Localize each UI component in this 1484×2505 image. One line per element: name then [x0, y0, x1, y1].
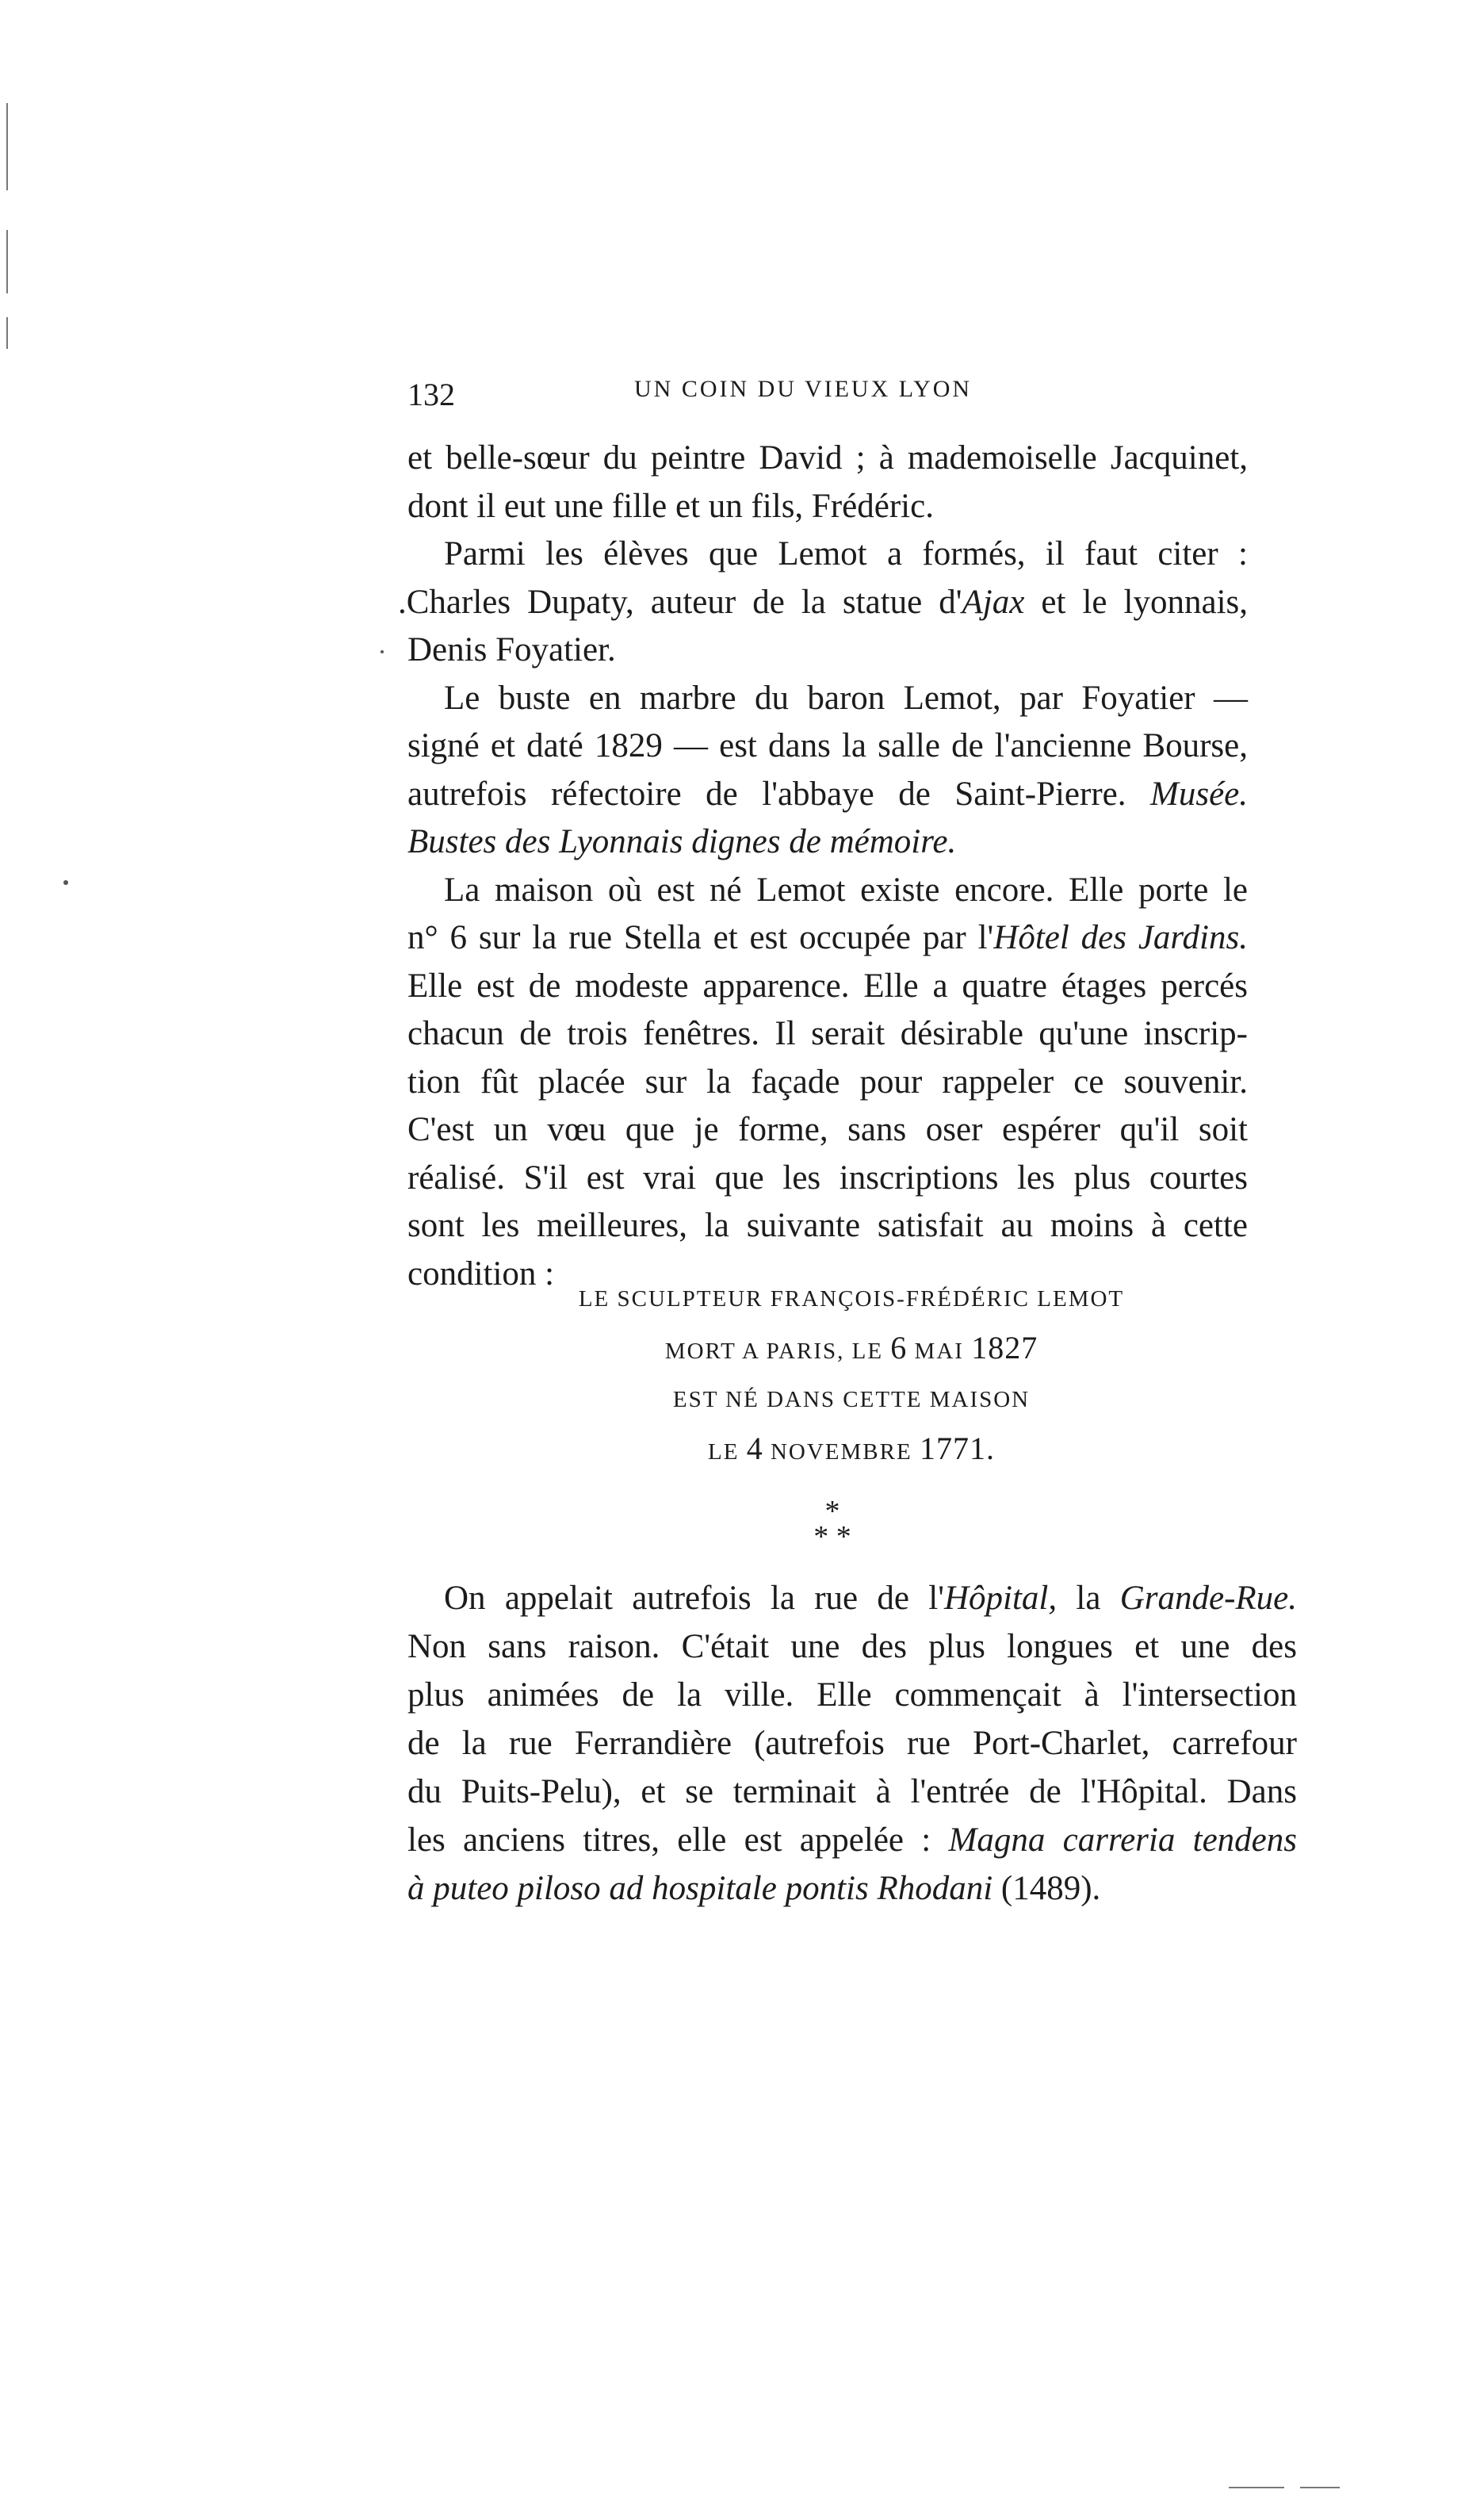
text-line: Denis Foyatier.	[407, 631, 616, 668]
text-line: Le buste en marbre du baron Lemot, par Foyatier —	[444, 679, 1248, 717]
text-line: sont les meilleures, la suivante satisfait au moins à cette	[407, 1207, 1248, 1244]
inscription-line: EST NÉ DANS CETTE MAISON	[672, 1387, 1031, 1412]
italic-hopital: Hôpital,	[943, 1580, 1058, 1617]
text-line: signé et daté 1829 — est dans la salle de l'ancienne Bourse,	[407, 727, 1248, 764]
text-line: tion fût placée sur la façade pour rappeler ce souvenir.	[407, 1063, 1248, 1101]
inscription-line: LE 4 NOVEMBRE 1771.	[708, 1431, 995, 1466]
italic-latin-quote: Magna carreria tendens	[948, 1821, 1297, 1859]
text-line: les anciens titres, elle est appelée : Magna carreria tendens	[407, 1821, 1297, 1859]
text-line: condition :	[407, 1254, 555, 1293]
text-line: La maison où est né Lemot existe encore. Elle porte le	[444, 871, 1248, 909]
scan-margin-mark	[6, 103, 8, 190]
text-line: On appelait autrefois la rue de l'Hôpital, la Grande-Rue.	[444, 1580, 1297, 1617]
text-line: de la rue Ferrandière (autrefois rue Port-Charlet, carrefour	[407, 1725, 1297, 1762]
running-title: UN COIN DU VIEUX LYON	[634, 376, 973, 402]
italic-latin-quote: à puteo piloso ad hospitale pontis Rhodani	[407, 1870, 993, 1907]
scan-margin-mark	[1300, 2487, 1340, 2488]
italic-title-ajax: Ajax	[962, 583, 1025, 621]
text-line: n° 6 sur la rue Stella et est occupée par l'Hôtel des Jardins.	[407, 919, 1248, 956]
inscription-line: MORT A PARIS, LE 6 MAI 1827	[664, 1330, 1038, 1365]
text-line: réalisé. S'il est vrai que les inscriptions les plus courtes	[407, 1159, 1248, 1197]
text-line: dont il eut une fille et un fils, Frédéric.	[407, 487, 934, 525]
text-line: à puteo piloso ad hospitale pontis Rhodani (1489).	[407, 1870, 1101, 1907]
section-separator-asterism: * * *	[813, 1495, 851, 1553]
scan-margin-mark	[6, 230, 8, 293]
text-line: Parmi les élèves que Lemot a formés, il faut citer :	[444, 535, 1248, 573]
scan-speck	[63, 880, 68, 885]
italic-musee: Musée.	[1150, 775, 1248, 813]
italic-grande-rue: Grande-Rue.	[1119, 1580, 1297, 1617]
text-line: et belle-sœur du peintre David ; à mademoiselle Jacquinet,	[407, 439, 1248, 477]
text-line: .Charles Dupaty, auteur de la statue d'Ajax et le lyonnais,	[398, 583, 1249, 621]
scan-margin-mark	[6, 317, 8, 349]
inscription	[407, 1275, 1295, 1477]
text-line: Non sans raison. C'était une des plus longues et une des	[407, 1628, 1297, 1665]
scan-speck	[381, 650, 384, 653]
page-header	[407, 371, 1248, 419]
text-line: autrefois réfectoire de l'abbaye de Saint-Pierre. Musée.	[407, 775, 1248, 813]
scan-margin-mark	[1229, 2487, 1284, 2488]
main-text	[398, 435, 1249, 1298]
text-line: Elle est de modeste apparence. Elle a quatre étages percés	[407, 967, 1248, 1005]
italic-text-line: Bustes des Lyonnais dignes de mémoire.	[407, 823, 957, 860]
page-number: 132	[407, 377, 455, 412]
text-line: C'est un vœu que je forme, sans oser espérer qu'il soit	[407, 1111, 1248, 1148]
italic-hotel-des-jardins: Hôtel des Jardins.	[993, 919, 1248, 956]
inscription-line: LE SCULPTEUR FRANÇOIS-FRÉDÉRIC LEMOT	[578, 1286, 1125, 1312]
text-line: chacun de trois fenêtres. Il serait désirable qu'une inscrip-	[407, 1015, 1248, 1052]
text-line: du Puits-Pelu), et se terminait à l'entrée de l'Hôpital. Dans	[407, 1773, 1297, 1810]
second-section-text	[407, 1574, 1297, 1913]
text-line: plus animées de la ville. Elle commençait à l'intersection	[407, 1676, 1297, 1714]
